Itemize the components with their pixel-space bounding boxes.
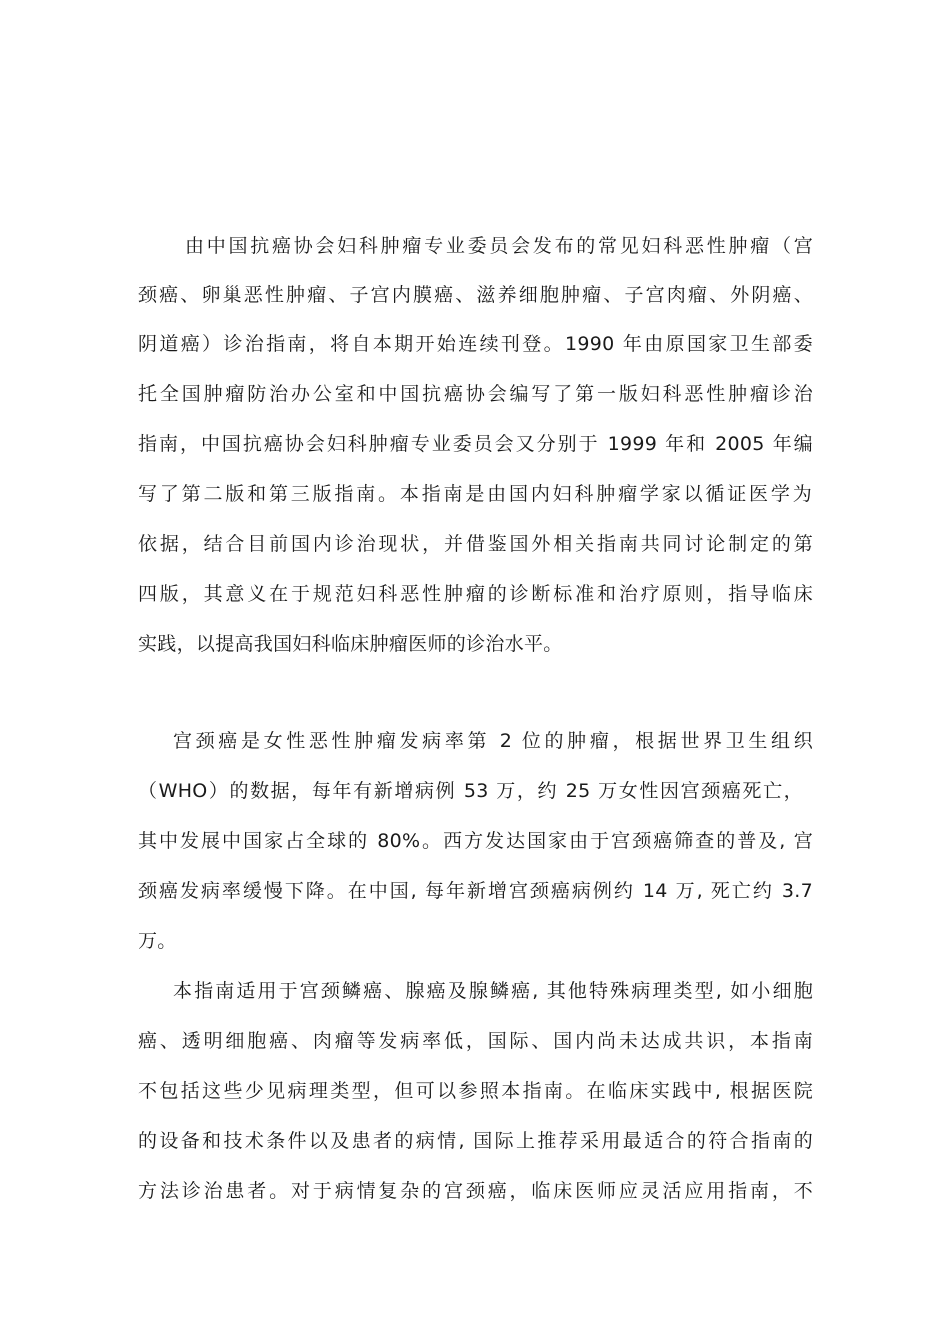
text-line: 本指南适用于宫颈鳞癌、腺癌及腺鳞癌, 其他特殊病理类型, 如小细胞 xyxy=(173,980,813,1002)
text-line: 万。 xyxy=(138,930,177,952)
text-line: 阴道癌）诊治指南，将自本期开始连续刊登。1990 年由原国家卫生部委 xyxy=(138,333,813,355)
text-line: 颈癌、卵巢恶性肿瘤、子宫内膜癌、滋养细胞肿瘤、子宫肉瘤、外阴癌、 xyxy=(138,284,813,306)
text-line: 指南，中国抗癌协会妇科肿瘤专业委员会又分别于 1999 年和 2005 年编 xyxy=(138,433,813,455)
text-line: 托全国肿瘤防治办公室和中国抗癌协会编写了第一版妇科恶性肿瘤诊治 xyxy=(138,383,813,405)
text-line: 依据，结合目前国内诊治现状，并借鉴国外相关指南共同讨论制定的第 xyxy=(138,533,813,555)
text-line: 不包括这些少见病理类型，但可以参照本指南。在临床实践中, 根据医院 xyxy=(138,1080,813,1102)
text-line: 的设备和技术条件以及患者的病情, 国际上推荐采用最适合的符合指南的 xyxy=(138,1130,813,1152)
text-line: 颈癌发病率缓慢下降。在中国, 每年新增宫颈癌病例约 14 万, 死亡约 3.7 xyxy=(138,880,813,902)
text-line: 其中发展中国家占全球的 80%。西方发达国家由于宫颈癌筛查的普及, 宫 xyxy=(138,830,813,852)
text-line: 宫颈癌是女性恶性肿瘤发病率第 2 位的肿瘤，根据世界卫生组织 xyxy=(173,730,813,752)
text-line: （WHO）的数据，每年有新增病例 53 万，约 25 万女性因宫颈癌死亡， xyxy=(138,780,803,802)
text-line: 四版，其意义在于规范妇科恶性肿瘤的诊断标准和治疗原则，指导临床 xyxy=(138,583,813,605)
text-line: 方法诊治患者。对于病情复杂的宫颈癌，临床医师应灵活应用指南，不 xyxy=(138,1180,813,1202)
text-line: 由中国抗癌协会妇科肿瘤专业委员会发布的常见妇科恶性肿瘤（宫 xyxy=(185,235,813,257)
text-line: 实践，以提高我国妇科临床肿瘤医师的诊治水平。 xyxy=(138,633,563,655)
text-line: 癌、透明细胞癌、肉瘤等发病率低，国际、国内尚未达成共识，本指南 xyxy=(138,1030,813,1052)
text-line: 写了第二版和第三版指南。本指南是由国内妇科肿瘤学家以循证医学为 xyxy=(138,483,812,505)
